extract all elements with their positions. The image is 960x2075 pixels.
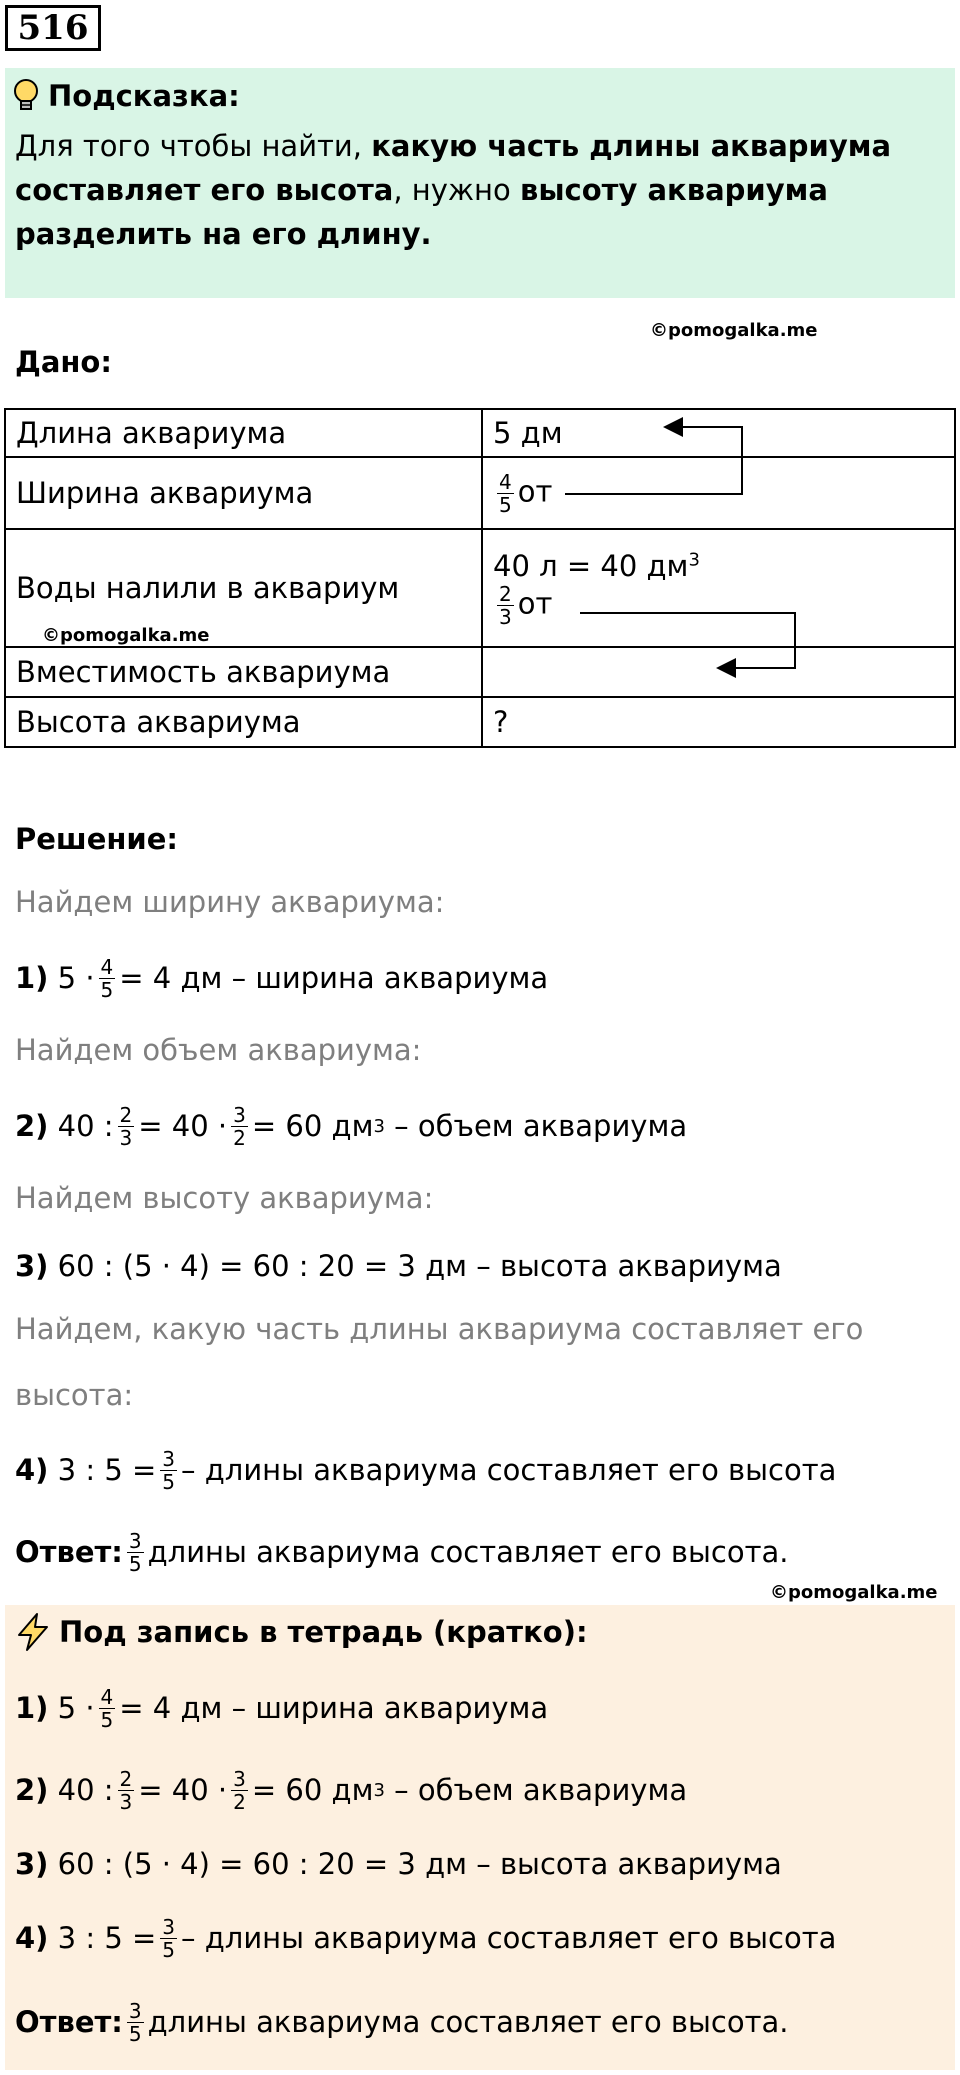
- step-line: 4) 3 : 5 = $\frac{3}{5}$ – длины аквариума составляет его высота: [15, 1446, 837, 1494]
- step-line: 1) 5 · $\frac{4}{5}$ = 4 дм – ширина аквариума: [15, 954, 549, 1002]
- fraction: $\frac{4}{5}$: [100, 954, 114, 1002]
- notebook-title: Под запись в тетрадь (кратко):: [15, 1612, 588, 1652]
- relation-arrows: [0, 0, 960, 760]
- fraction: $\frac{3}{5}$: [162, 1446, 176, 1494]
- row-label: Высота аквариума: [5, 697, 482, 747]
- step-intro: Найдем, какую часть длины аквариума составляет его высота:: [15, 1312, 864, 1412]
- fraction: $\frac{3}{2}$: [233, 1102, 246, 1150]
- step-line: 3) 60 : (5 · 4) = 60 : 20 = 3 дм – высота аквариума: [15, 1249, 782, 1283]
- step-intro: Найдем ширину аквариума:: [15, 885, 445, 919]
- fraction: $\frac{4}{5}$: [100, 1684, 114, 1732]
- watermark: ©pomogalka.me: [42, 625, 210, 646]
- lightning-icon: [15, 1612, 51, 1652]
- fraction: $\frac{2}{3}$: [119, 1766, 133, 1814]
- problem-number: 516: [5, 5, 101, 51]
- fraction: $\frac{3}{5}$: [128, 1528, 142, 1576]
- row-label: Ширина аквариума: [5, 457, 482, 529]
- arrow-width-to-length: [565, 427, 742, 494]
- note-line: 2) 40 : $\frac{2}{3}$ = 40 · $\frac{3}{2}$ = 60 дм 3 – объем аквариума: [15, 1766, 688, 1814]
- fraction: $\frac{3}{2}$: [233, 1766, 246, 1814]
- fraction: $\frac{2}{3}$: [119, 1102, 133, 1150]
- row-value: 5 дм: [482, 409, 955, 457]
- row-value: ?: [482, 697, 955, 747]
- fraction: $\frac{3}{5}$: [162, 1914, 176, 1962]
- fraction: $\frac{3}{5}$: [128, 1998, 142, 2046]
- note-line: 3) 60 : (5 · 4) = 60 : 20 = 3 дм – высота аквариума: [15, 1847, 782, 1881]
- row-label: Длина аквариума: [5, 409, 482, 457]
- watermark: ©pomogalka.me: [770, 1582, 938, 1603]
- step-intro: Найдем объем аквариума:: [15, 1033, 422, 1067]
- row-label: Вместимость аквариума: [5, 647, 482, 697]
- step-line: 2) 40 : $\frac{2}{3}$ = 40 · $\frac{3}{2}$ = 60 дм 3 – объем аквариума: [15, 1102, 688, 1150]
- watermark: ©pomogalka.me: [650, 320, 818, 341]
- row-value: 40 л = 40 $дм^3$ $\frac{2}{3}$ от: [482, 529, 955, 647]
- note-line: 1) 5 · $\frac{4}{5}$ = 4 дм – ширина аквариума: [15, 1684, 549, 1732]
- note-line: 4) 3 : 5 = $\frac{3}{5}$ – длины аквариума составляет его высота: [15, 1914, 837, 1962]
- hint-text: Для того чтобы найти, какую часть длины аквариума составляет его высота, нужно высоту аквариума разделить на его длину.: [15, 129, 892, 251]
- given-title: Дано:: [15, 345, 112, 379]
- answer-line: Ответ: $\frac{3}{5}$ длины аквариума составляет его высота.: [15, 1528, 789, 1576]
- row-value: $\frac{4}{5}$ от: [482, 457, 955, 529]
- fraction: $\frac{4}{5}$: [499, 469, 512, 517]
- step-intro: Найдем высоту аквариума:: [15, 1181, 434, 1215]
- arrow-water-to-capacity: [580, 613, 795, 668]
- note-answer-line: Ответ: $\frac{3}{5}$ длины аквариума составляет его высота.: [15, 1998, 789, 2046]
- hint-title: Подсказка:: [12, 78, 240, 114]
- fraction: $\frac{2}{3}$: [499, 581, 512, 629]
- solution-title: Решение:: [15, 822, 179, 856]
- row-label: Воды налили в аквариум ©pomogalka.me: [5, 529, 482, 647]
